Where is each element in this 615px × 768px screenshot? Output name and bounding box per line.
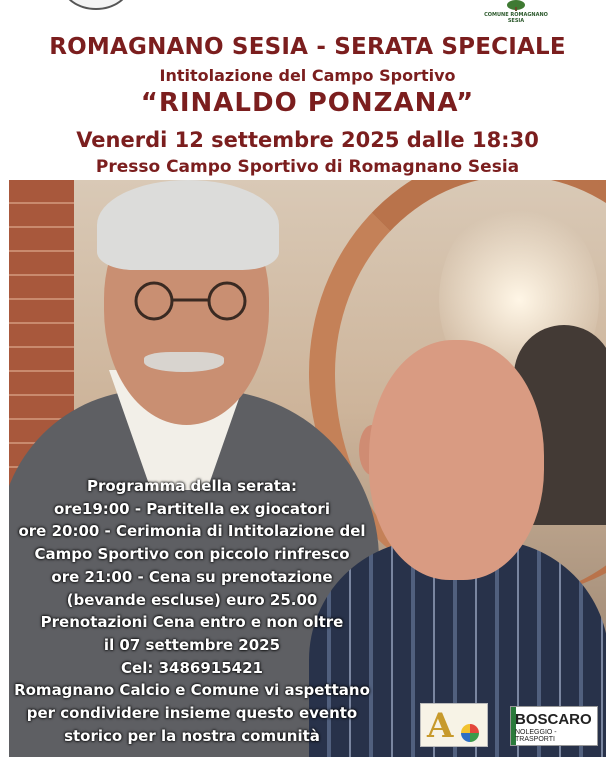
colorful-ball-icon — [461, 724, 479, 742]
program-line: Prenotazioni Cena entro e non oltre — [40, 613, 344, 632]
program-line: ore19:00 - Partitella ex giocatori — [54, 499, 330, 518]
sponsor-name: BOSCARO — [515, 711, 592, 728]
program-line: ore 21:00 - Cena su prenotazione — [51, 567, 333, 586]
comune-logo-text: COMUNE ROMAGNANO SESIA — [484, 12, 548, 24]
program-line: ore 20:00 - Cerimonia di Intitolazione del — [18, 522, 366, 541]
program-line: il 07 settembre 2025 — [103, 635, 281, 654]
man-right-face — [369, 340, 544, 580]
municipal-crest-logo — [62, 0, 130, 10]
honoree-name: “RINALDO PONZANA” — [140, 88, 475, 118]
program-heading: Programma della serata: — [86, 477, 297, 495]
man-left-moustache — [144, 352, 224, 372]
event-subtitle: Intitolazione del Campo Sportivo — [159, 66, 456, 85]
event-title: ROMAGNANO SESIA - SERATA SPECIALE — [49, 34, 566, 60]
sponsor-logo-boscaro — [510, 706, 598, 746]
program-line: Romagnano Calcio e Comune vi aspettano — [14, 681, 370, 700]
sponsor-tagline: NOLEGGIO - TRASPORTI — [515, 729, 557, 743]
sponsor-logo-a — [420, 703, 488, 747]
program-line: storico per la nostra comunità — [64, 726, 320, 745]
program-line: (bevande escluse) euro 25.00 — [66, 590, 318, 609]
program-text — [0, 475, 384, 747]
comune-logo — [480, 0, 552, 22]
event-date: Venerdi 12 settembre 2025 dalle 18:30 — [76, 128, 539, 152]
program-line: Campo Sportivo con piccolo rinfresco — [34, 545, 350, 564]
glasses-icon — [119, 280, 264, 322]
tree-icon — [506, 0, 526, 11]
man-left-hair — [97, 180, 279, 270]
event-venue: Presso Campo Sportivo di Romagnano Sesia — [95, 157, 520, 177]
program-phone: Cel: 3486915421 — [121, 658, 263, 677]
program-line: per condividere insieme questo evento — [26, 704, 358, 723]
letter-a-icon: A — [427, 706, 454, 746]
